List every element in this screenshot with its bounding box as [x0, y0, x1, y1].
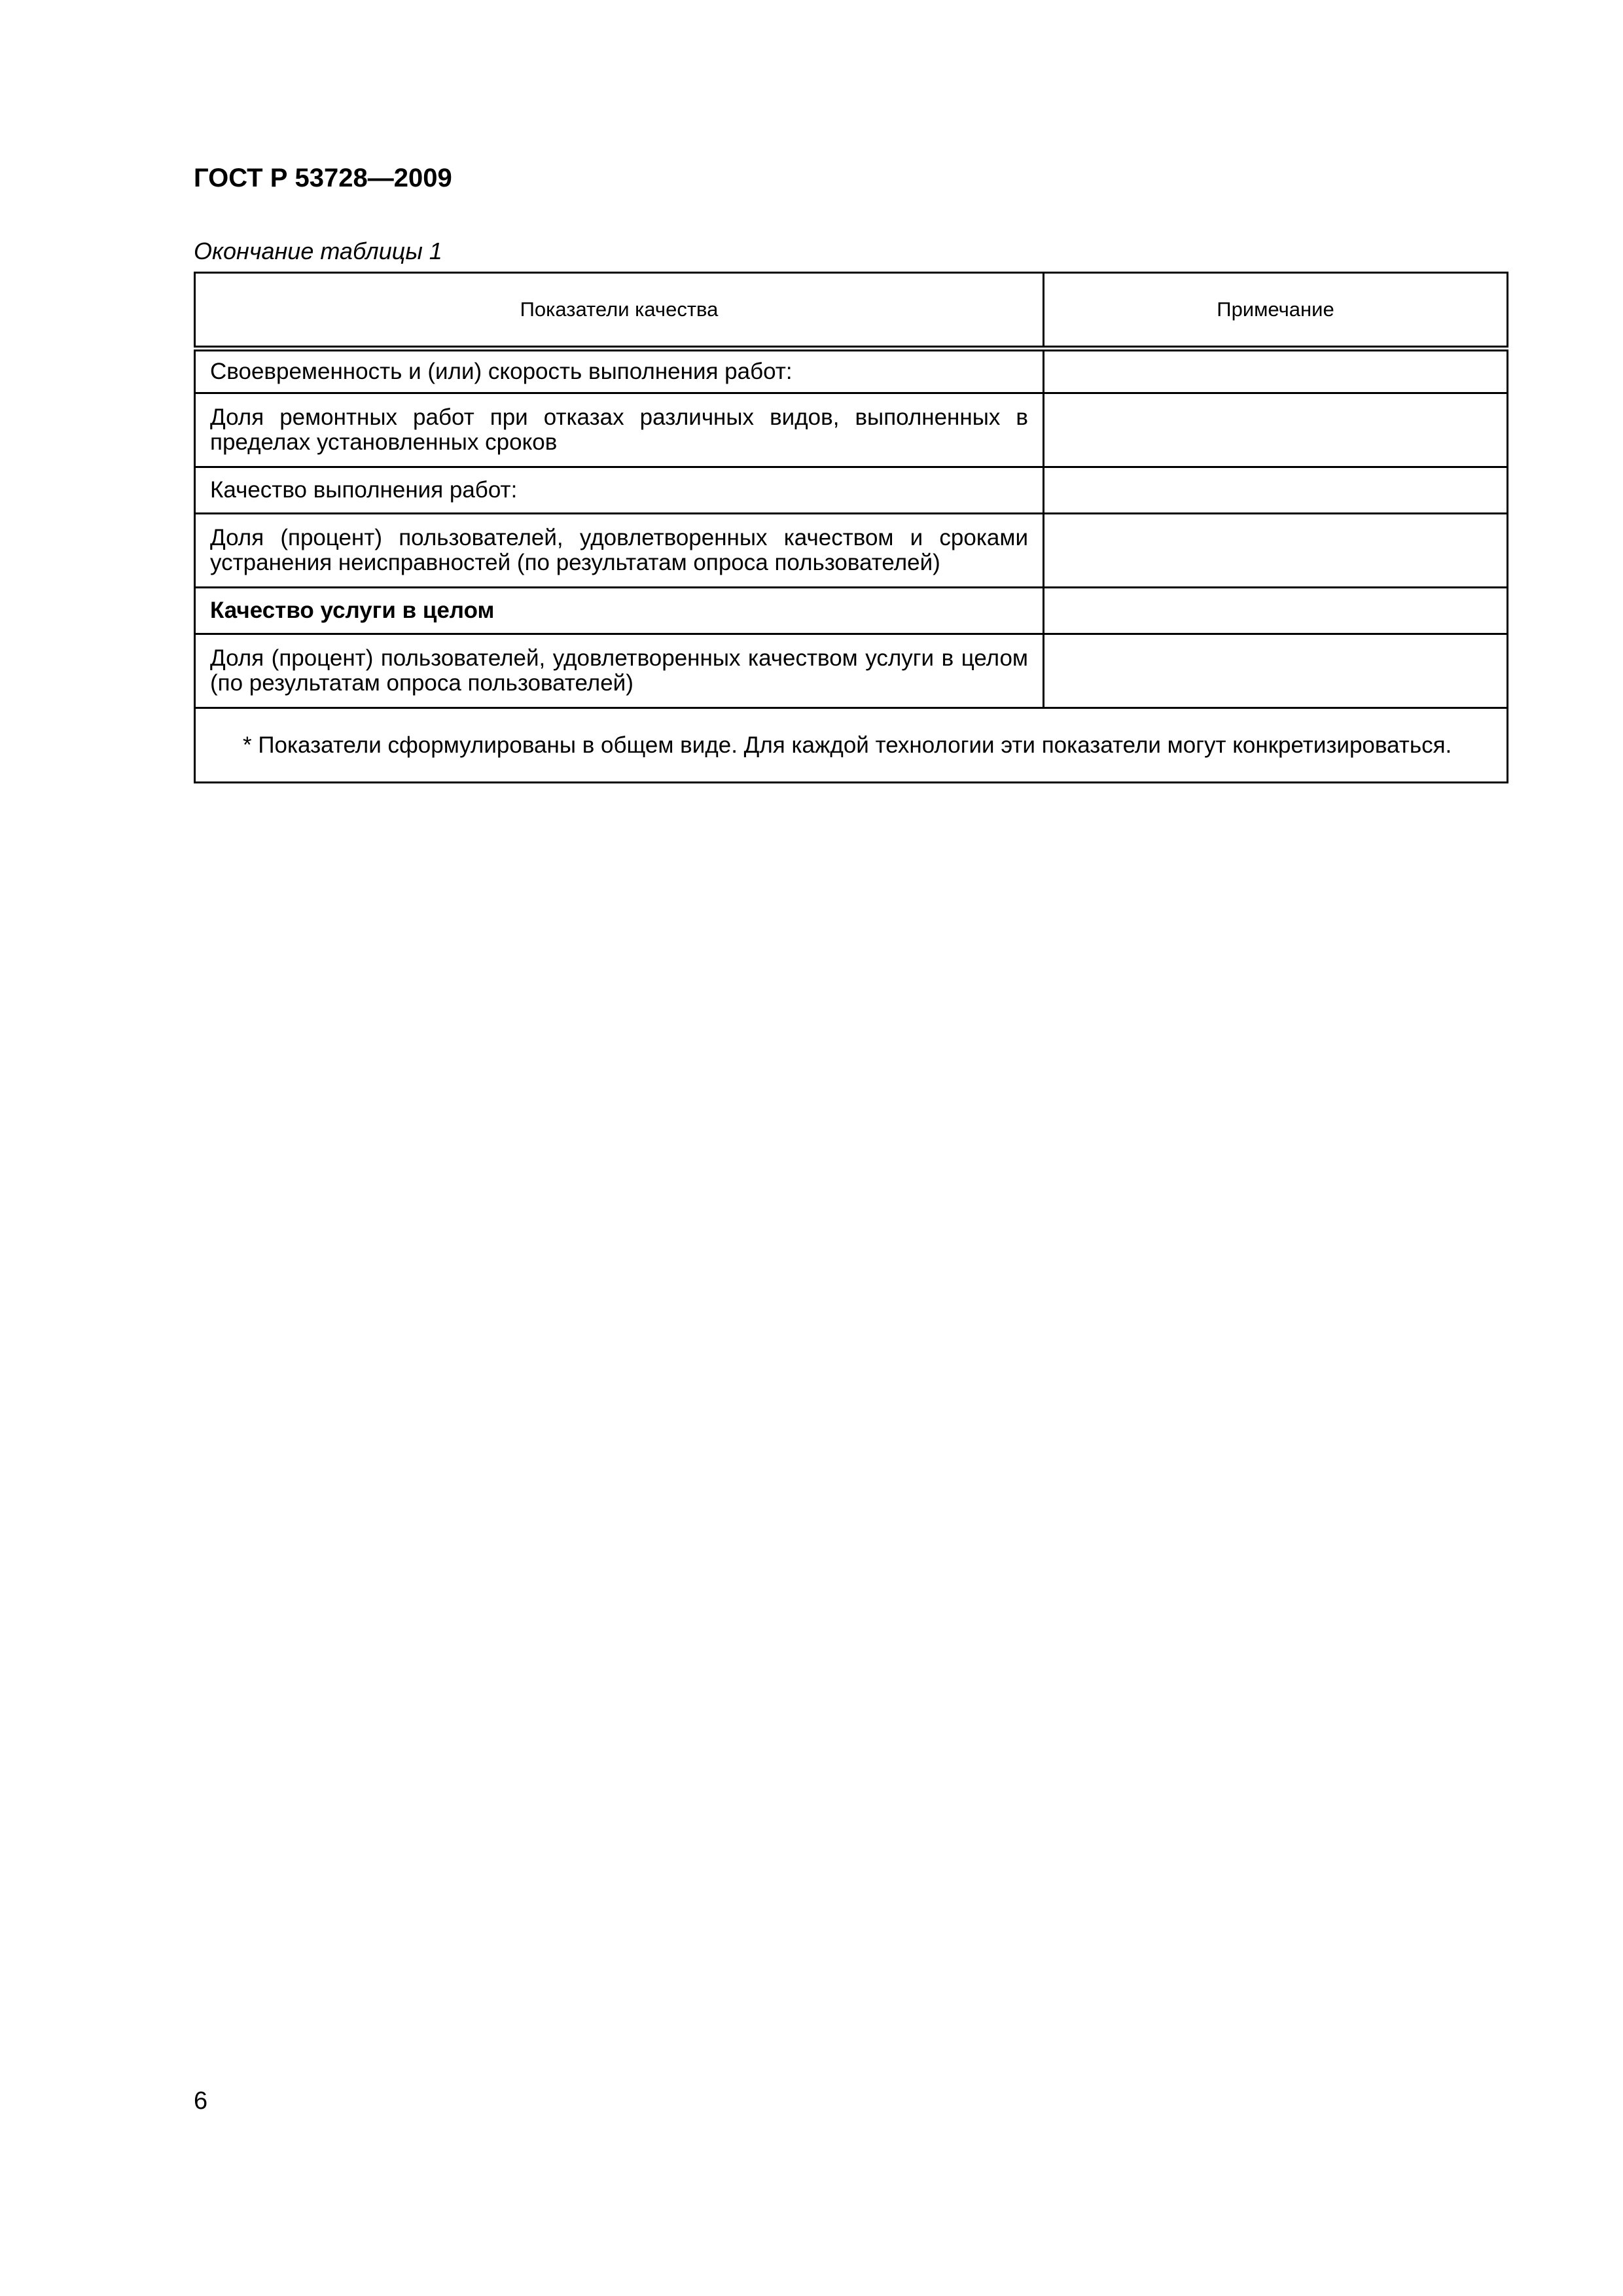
table-row [195, 588, 1508, 634]
column-header-indicators: Показатели качества [195, 273, 1044, 349]
document-code: ГОСТ Р 53728—2009 [194, 164, 452, 192]
table-footnote-row [195, 708, 1508, 783]
table-row [195, 514, 1508, 588]
table-footnote: * Показатели сформулированы в общем виде. Для каждой технологии эти показатели могут конкретизироваться. [243, 732, 1452, 758]
note-cell [1044, 514, 1508, 588]
indicator-cell: Качество выполнения работ: [195, 467, 1044, 514]
table-row [195, 393, 1508, 467]
note-cell [1044, 349, 1508, 393]
note-cell [1044, 588, 1508, 634]
quality-indicators-table [194, 272, 1508, 783]
indicator-cell: Своевременность и (или) скорость выполнения работ: [195, 349, 1044, 393]
indicator-cell: Доля (процент) пользователей, удовлетворенных качеством и сроками устранения неисправностей (по результатам опроса пользователей) [195, 514, 1044, 588]
table-row [195, 634, 1508, 708]
table-row [195, 349, 1508, 393]
note-cell [1044, 634, 1508, 708]
indicator-cell: Доля (процент) пользователей, удовлетворенных качеством услуги в целом (по результатам опроса пользователей) [195, 634, 1044, 708]
column-header-note: Примечание [1044, 273, 1508, 349]
page-number: 6 [194, 2087, 208, 2115]
table-caption: Окончание таблицы 1 [194, 238, 442, 264]
table-row [195, 467, 1508, 514]
table-footnote-cell [195, 708, 1508, 783]
table-header-row [195, 273, 1508, 349]
indicator-cell-section-heading: Качество услуги в целом [195, 588, 1044, 634]
note-cell [1044, 467, 1508, 514]
indicator-cell: Доля ремонтных работ при отказах различных видов, выполненных в пределах установленных сроков [195, 393, 1044, 467]
note-cell [1044, 393, 1508, 467]
